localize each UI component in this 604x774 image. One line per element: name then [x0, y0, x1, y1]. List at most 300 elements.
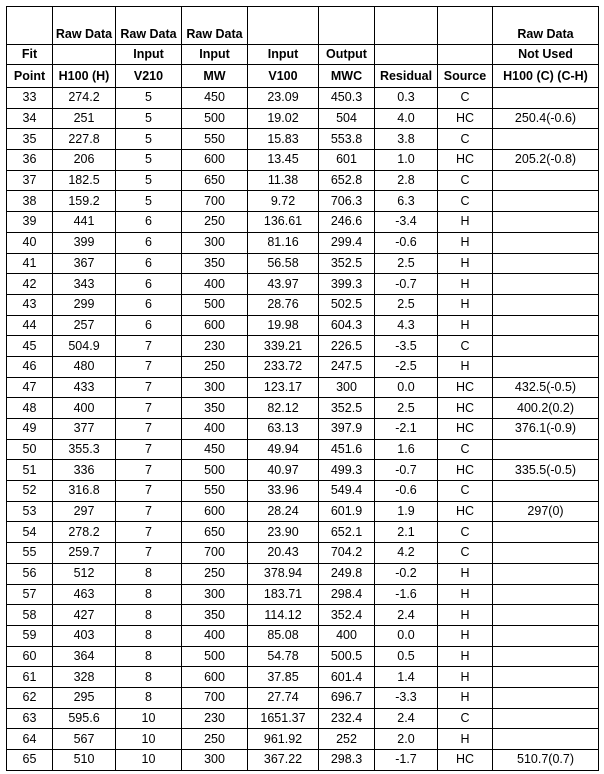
- cell-residual: 4.0: [375, 108, 438, 129]
- cell-h100-c: [493, 191, 599, 212]
- cell-mwc: 352.5: [319, 253, 375, 274]
- cell-residual: 4.3: [375, 315, 438, 336]
- cell-v210: 8: [116, 625, 182, 646]
- cell-fit-point: 34: [7, 108, 53, 129]
- cell-mwc: 704.2: [319, 543, 375, 564]
- cell-v210: 7: [116, 377, 182, 398]
- cell-h100-c: [493, 253, 599, 274]
- cell-mw: 250: [182, 729, 248, 750]
- cell-h100-h: 364: [53, 646, 116, 667]
- cell-v210: 7: [116, 356, 182, 377]
- cell-mwc: 298.4: [319, 584, 375, 605]
- cell-mw: 250: [182, 212, 248, 233]
- cell-mw: 230: [182, 336, 248, 357]
- table-row: [7, 274, 599, 295]
- cell-mw: 550: [182, 129, 248, 150]
- cell-v210: 7: [116, 336, 182, 357]
- header-h100-c: H100 (C) (C-H): [493, 65, 599, 88]
- cell-fit-point: 63: [7, 708, 53, 729]
- cell-mwc: 247.5: [319, 356, 375, 377]
- cell-v100: 27.74: [248, 687, 319, 708]
- cell-h100-h: 206: [53, 150, 116, 171]
- cell-v100: 183.71: [248, 584, 319, 605]
- cell-fit-point: 39: [7, 212, 53, 233]
- cell-source: H: [438, 253, 493, 274]
- cell-v210: 8: [116, 646, 182, 667]
- cell-mwc: 400: [319, 625, 375, 646]
- cell-h100-c: [493, 336, 599, 357]
- header-v100: Input: [248, 45, 319, 65]
- header-v210: V210: [116, 65, 182, 88]
- cell-source: HC: [438, 750, 493, 771]
- cell-source: H: [438, 294, 493, 315]
- table-row: [7, 460, 599, 481]
- table-header: [7, 7, 599, 88]
- header-fit-point: [7, 7, 53, 45]
- cell-h100-h: 227.8: [53, 129, 116, 150]
- cell-mw: 600: [182, 501, 248, 522]
- header-h100-c: Raw Data: [493, 7, 599, 45]
- table-row: [7, 584, 599, 605]
- cell-mw: 300: [182, 377, 248, 398]
- cell-mwc: 652.8: [319, 170, 375, 191]
- cell-source: C: [438, 191, 493, 212]
- cell-residual: 0.0: [375, 377, 438, 398]
- cell-fit-point: 45: [7, 336, 53, 357]
- header-fit-point: Fit: [7, 45, 53, 65]
- cell-h100-h: 257: [53, 315, 116, 336]
- cell-v210: 6: [116, 315, 182, 336]
- cell-mw: 700: [182, 687, 248, 708]
- cell-residual: 2.8: [375, 170, 438, 191]
- table-row: [7, 336, 599, 357]
- cell-fit-point: 38: [7, 191, 53, 212]
- cell-mw: 500: [182, 460, 248, 481]
- cell-mw: 300: [182, 750, 248, 771]
- cell-v210: 7: [116, 460, 182, 481]
- cell-mw: 400: [182, 419, 248, 440]
- cell-source: H: [438, 315, 493, 336]
- header-row: [7, 45, 599, 65]
- cell-v100: 961.92: [248, 729, 319, 750]
- cell-v210: 6: [116, 294, 182, 315]
- cell-source: HC: [438, 460, 493, 481]
- header-mw: Input: [182, 45, 248, 65]
- cell-v100: 82.12: [248, 398, 319, 419]
- table-body: [7, 88, 599, 771]
- cell-source: H: [438, 605, 493, 626]
- cell-v210: 5: [116, 170, 182, 191]
- cell-fit-point: 65: [7, 750, 53, 771]
- cell-mw: 350: [182, 605, 248, 626]
- cell-v100: 233.72: [248, 356, 319, 377]
- cell-source: H: [438, 274, 493, 295]
- header-v210: Raw Data: [116, 7, 182, 45]
- cell-source: C: [438, 439, 493, 460]
- cell-v210: 8: [116, 667, 182, 688]
- cell-mw: 600: [182, 667, 248, 688]
- cell-source: HC: [438, 419, 493, 440]
- cell-mwc: 450.3: [319, 88, 375, 109]
- cell-mwc: 299.4: [319, 232, 375, 253]
- table-row: [7, 170, 599, 191]
- cell-mw: 400: [182, 274, 248, 295]
- cell-residual: 4.2: [375, 543, 438, 564]
- table-row: [7, 150, 599, 171]
- cell-v210: 6: [116, 232, 182, 253]
- cell-residual: 2.5: [375, 253, 438, 274]
- cell-v100: 81.16: [248, 232, 319, 253]
- table-row: [7, 108, 599, 129]
- cell-fit-point: 55: [7, 543, 53, 564]
- cell-fit-point: 56: [7, 563, 53, 584]
- cell-v100: 378.94: [248, 563, 319, 584]
- cell-h100-h: 463: [53, 584, 116, 605]
- cell-v210: 8: [116, 563, 182, 584]
- cell-mwc: 499.3: [319, 460, 375, 481]
- cell-v210: 10: [116, 750, 182, 771]
- cell-source: H: [438, 563, 493, 584]
- cell-residual: 2.1: [375, 522, 438, 543]
- cell-v100: 56.58: [248, 253, 319, 274]
- cell-h100-c: 400.2(0.2): [493, 398, 599, 419]
- table-row: [7, 646, 599, 667]
- cell-h100-h: 367: [53, 253, 116, 274]
- header-residual: Residual: [375, 65, 438, 88]
- cell-fit-point: 41: [7, 253, 53, 274]
- cell-v100: 20.43: [248, 543, 319, 564]
- cell-v210: 5: [116, 108, 182, 129]
- cell-residual: 2.4: [375, 605, 438, 626]
- table-row: [7, 191, 599, 212]
- cell-fit-point: 40: [7, 232, 53, 253]
- cell-h100-c: [493, 356, 599, 377]
- cell-v100: 11.38: [248, 170, 319, 191]
- header-mw: MW: [182, 65, 248, 88]
- cell-mwc: 249.8: [319, 563, 375, 584]
- cell-v100: 33.96: [248, 481, 319, 502]
- cell-mwc: 706.3: [319, 191, 375, 212]
- cell-h100-c: [493, 605, 599, 626]
- cell-v100: 1651.37: [248, 708, 319, 729]
- cell-mwc: 300: [319, 377, 375, 398]
- cell-h100-c: [493, 687, 599, 708]
- table-row: [7, 543, 599, 564]
- header-h100-c: Not Used: [493, 45, 599, 65]
- cell-mwc: 226.5: [319, 336, 375, 357]
- cell-residual: -0.6: [375, 232, 438, 253]
- cell-mw: 500: [182, 294, 248, 315]
- cell-residual: -0.7: [375, 274, 438, 295]
- cell-source: H: [438, 729, 493, 750]
- cell-v210: 7: [116, 439, 182, 460]
- table-row: [7, 398, 599, 419]
- cell-mw: 300: [182, 232, 248, 253]
- cell-fit-point: 60: [7, 646, 53, 667]
- cell-fit-point: 35: [7, 129, 53, 150]
- cell-v100: 123.17: [248, 377, 319, 398]
- cell-residual: 0.0: [375, 625, 438, 646]
- cell-h100-h: 159.2: [53, 191, 116, 212]
- cell-residual: -2.5: [375, 356, 438, 377]
- cell-v210: 10: [116, 708, 182, 729]
- cell-residual: 1.0: [375, 150, 438, 171]
- cell-mwc: 352.5: [319, 398, 375, 419]
- header-h100-h: Raw Data: [53, 7, 116, 45]
- cell-source: C: [438, 481, 493, 502]
- cell-source: HC: [438, 398, 493, 419]
- cell-h100-c: 250.4(-0.6): [493, 108, 599, 129]
- cell-v210: 7: [116, 522, 182, 543]
- cell-mw: 350: [182, 253, 248, 274]
- cell-residual: 2.5: [375, 294, 438, 315]
- header-v100: V100: [248, 65, 319, 88]
- cell-residual: -2.1: [375, 419, 438, 440]
- cell-v100: 63.13: [248, 419, 319, 440]
- cell-h100-c: [493, 274, 599, 295]
- cell-v100: 136.61: [248, 212, 319, 233]
- cell-h100-h: 295: [53, 687, 116, 708]
- cell-h100-h: 504.9: [53, 336, 116, 357]
- cell-source: H: [438, 625, 493, 646]
- cell-h100-h: 377: [53, 419, 116, 440]
- cell-h100-h: 182.5: [53, 170, 116, 191]
- cell-v210: 7: [116, 501, 182, 522]
- cell-mw: 250: [182, 563, 248, 584]
- cell-fit-point: 36: [7, 150, 53, 171]
- cell-v210: 7: [116, 543, 182, 564]
- cell-v100: 85.08: [248, 625, 319, 646]
- cell-h100-h: 251: [53, 108, 116, 129]
- cell-residual: -1.6: [375, 584, 438, 605]
- cell-fit-point: 53: [7, 501, 53, 522]
- table-row: [7, 88, 599, 109]
- header-mwc: MWC: [319, 65, 375, 88]
- table-row: [7, 315, 599, 336]
- cell-v210: 8: [116, 687, 182, 708]
- cell-v100: 49.94: [248, 439, 319, 460]
- cell-h100-h: 433: [53, 377, 116, 398]
- cell-mwc: 601.9: [319, 501, 375, 522]
- cell-fit-point: 50: [7, 439, 53, 460]
- cell-mw: 700: [182, 543, 248, 564]
- cell-h100-c: [493, 315, 599, 336]
- cell-mwc: 399.3: [319, 274, 375, 295]
- fit-data-table: [6, 6, 599, 771]
- cell-fit-point: 51: [7, 460, 53, 481]
- table-row: [7, 377, 599, 398]
- header-mwc: Output: [319, 45, 375, 65]
- table-row: [7, 563, 599, 584]
- header-mwc: [319, 7, 375, 45]
- cell-fit-point: 62: [7, 687, 53, 708]
- cell-h100-c: [493, 584, 599, 605]
- cell-h100-h: 441: [53, 212, 116, 233]
- cell-source: C: [438, 522, 493, 543]
- header-source: Source: [438, 65, 493, 88]
- cell-v100: 23.90: [248, 522, 319, 543]
- cell-h100-h: 480: [53, 356, 116, 377]
- cell-v100: 23.09: [248, 88, 319, 109]
- cell-source: H: [438, 232, 493, 253]
- table-row: [7, 501, 599, 522]
- cell-residual: -0.7: [375, 460, 438, 481]
- cell-mw: 450: [182, 88, 248, 109]
- cell-fit-point: 42: [7, 274, 53, 295]
- cell-v210: 10: [116, 729, 182, 750]
- header-row: [7, 65, 599, 88]
- cell-h100-h: 510: [53, 750, 116, 771]
- cell-h100-h: 567: [53, 729, 116, 750]
- cell-v100: 19.02: [248, 108, 319, 129]
- cell-v100: 40.97: [248, 460, 319, 481]
- cell-mw: 500: [182, 108, 248, 129]
- cell-fit-point: 61: [7, 667, 53, 688]
- cell-v100: 43.97: [248, 274, 319, 295]
- table-row: [7, 439, 599, 460]
- cell-mwc: 504: [319, 108, 375, 129]
- cell-h100-c: [493, 212, 599, 233]
- cell-v100: 367.22: [248, 750, 319, 771]
- cell-v210: 5: [116, 191, 182, 212]
- cell-fit-point: 52: [7, 481, 53, 502]
- cell-v100: 9.72: [248, 191, 319, 212]
- cell-h100-h: 259.7: [53, 543, 116, 564]
- cell-fit-point: 58: [7, 605, 53, 626]
- cell-h100-c: [493, 543, 599, 564]
- table-row: [7, 625, 599, 646]
- table-row: [7, 750, 599, 771]
- cell-mwc: 601: [319, 150, 375, 171]
- cell-source: HC: [438, 377, 493, 398]
- table-row: [7, 232, 599, 253]
- cell-source: C: [438, 543, 493, 564]
- cell-source: H: [438, 687, 493, 708]
- cell-v100: 339.21: [248, 336, 319, 357]
- table-row: [7, 522, 599, 543]
- cell-h100-h: 274.2: [53, 88, 116, 109]
- header-row: [7, 7, 599, 45]
- table-row: [7, 667, 599, 688]
- cell-h100-c: [493, 88, 599, 109]
- header-residual: [375, 7, 438, 45]
- cell-mwc: 397.9: [319, 419, 375, 440]
- cell-mwc: 601.4: [319, 667, 375, 688]
- cell-h100-c: [493, 708, 599, 729]
- cell-v210: 7: [116, 419, 182, 440]
- cell-residual: 1.4: [375, 667, 438, 688]
- cell-mwc: 451.6: [319, 439, 375, 460]
- cell-mw: 550: [182, 481, 248, 502]
- cell-residual: 2.4: [375, 708, 438, 729]
- table-row: [7, 481, 599, 502]
- cell-mw: 600: [182, 150, 248, 171]
- cell-mwc: 246.6: [319, 212, 375, 233]
- cell-mwc: 553.8: [319, 129, 375, 150]
- cell-residual: -0.6: [375, 481, 438, 502]
- cell-mw: 400: [182, 625, 248, 646]
- cell-mw: 450: [182, 439, 248, 460]
- cell-h100-h: 343: [53, 274, 116, 295]
- cell-h100-c: [493, 129, 599, 150]
- cell-h100-c: 376.1(-0.9): [493, 419, 599, 440]
- cell-h100-c: [493, 563, 599, 584]
- cell-h100-c: 335.5(-0.5): [493, 460, 599, 481]
- cell-v210: 6: [116, 253, 182, 274]
- cell-v210: 5: [116, 88, 182, 109]
- cell-v100: 28.76: [248, 294, 319, 315]
- cell-h100-c: 205.2(-0.8): [493, 150, 599, 171]
- cell-residual: -3.5: [375, 336, 438, 357]
- cell-v100: 19.98: [248, 315, 319, 336]
- cell-v210: 7: [116, 398, 182, 419]
- cell-fit-point: 48: [7, 398, 53, 419]
- cell-h100-h: 403: [53, 625, 116, 646]
- cell-mwc: 696.7: [319, 687, 375, 708]
- cell-fit-point: 57: [7, 584, 53, 605]
- cell-mwc: 549.4: [319, 481, 375, 502]
- cell-source: H: [438, 356, 493, 377]
- table-row: [7, 729, 599, 750]
- table-row: [7, 253, 599, 274]
- cell-h100-c: [493, 170, 599, 191]
- table-row: [7, 708, 599, 729]
- cell-mw: 300: [182, 584, 248, 605]
- cell-source: C: [438, 336, 493, 357]
- cell-fit-point: 54: [7, 522, 53, 543]
- cell-fit-point: 49: [7, 419, 53, 440]
- table-row: [7, 294, 599, 315]
- cell-source: H: [438, 212, 493, 233]
- cell-h100-h: 595.6: [53, 708, 116, 729]
- table-row: [7, 356, 599, 377]
- cell-h100-h: 328: [53, 667, 116, 688]
- header-v210: Input: [116, 45, 182, 65]
- header-h100-h: H100 (H): [53, 65, 116, 88]
- cell-h100-c: [493, 294, 599, 315]
- cell-source: HC: [438, 150, 493, 171]
- cell-source: H: [438, 667, 493, 688]
- cell-h100-h: 336: [53, 460, 116, 481]
- cell-mwc: 500.5: [319, 646, 375, 667]
- header-v100: [248, 7, 319, 45]
- cell-v210: 7: [116, 481, 182, 502]
- cell-v210: 5: [116, 150, 182, 171]
- cell-mw: 600: [182, 315, 248, 336]
- cell-mwc: 352.4: [319, 605, 375, 626]
- cell-v210: 5: [116, 129, 182, 150]
- cell-fit-point: 44: [7, 315, 53, 336]
- cell-mw: 250: [182, 356, 248, 377]
- cell-fit-point: 43: [7, 294, 53, 315]
- header-residual: [375, 45, 438, 65]
- cell-h100-c: [493, 232, 599, 253]
- cell-residual: 1.9: [375, 501, 438, 522]
- cell-v210: 8: [116, 605, 182, 626]
- cell-v100: 15.83: [248, 129, 319, 150]
- cell-h100-c: [493, 625, 599, 646]
- cell-h100-c: 432.5(-0.5): [493, 377, 599, 398]
- cell-source: H: [438, 584, 493, 605]
- cell-source: HC: [438, 501, 493, 522]
- cell-source: H: [438, 646, 493, 667]
- table-row: [7, 419, 599, 440]
- cell-residual: 2.0: [375, 729, 438, 750]
- cell-h100-c: [493, 481, 599, 502]
- cell-h100-h: 278.2: [53, 522, 116, 543]
- cell-h100-c: [493, 522, 599, 543]
- header-mw: Raw Data: [182, 7, 248, 45]
